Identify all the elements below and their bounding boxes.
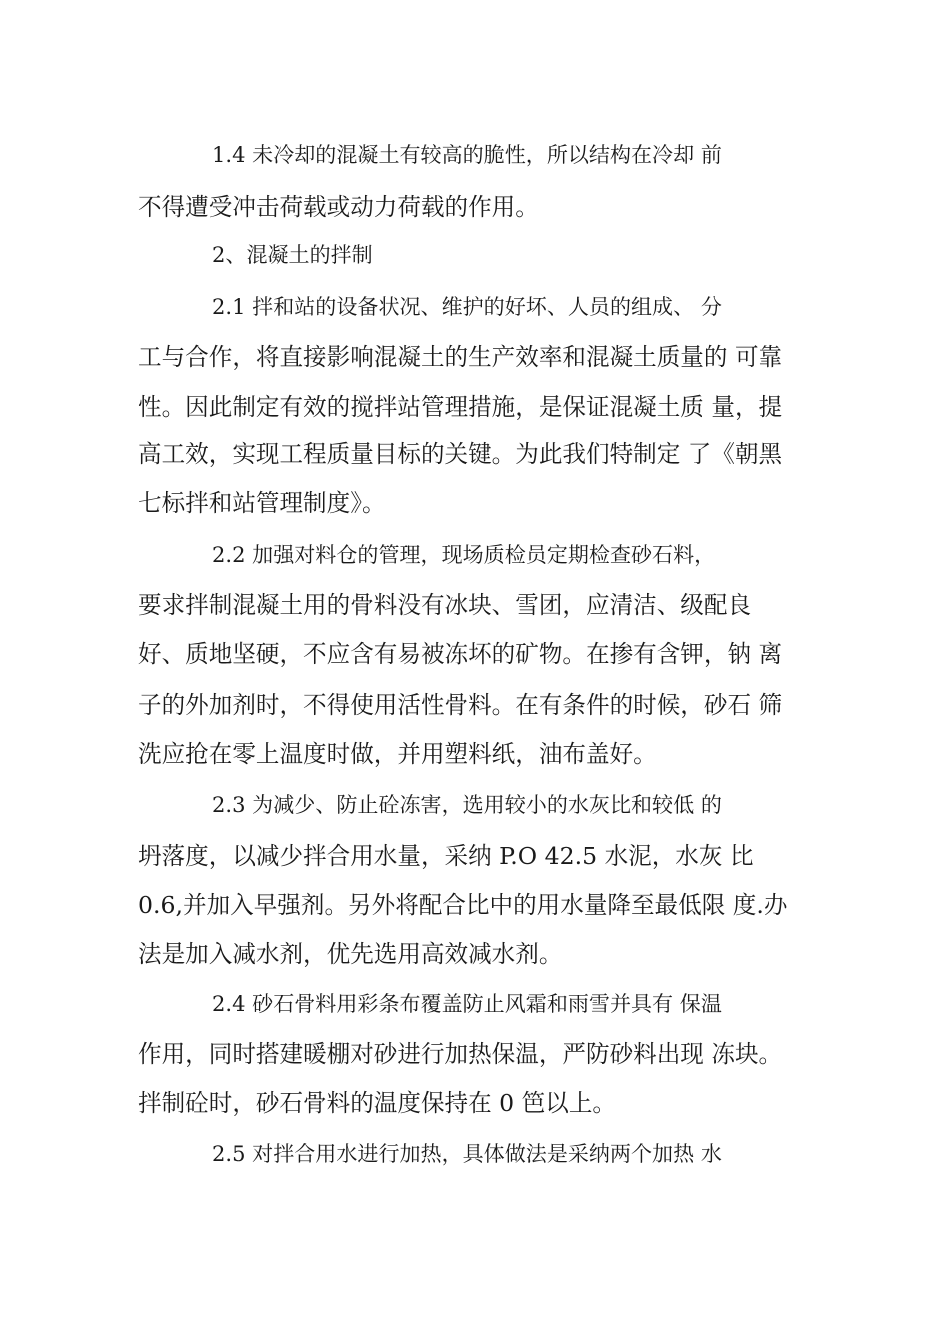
text-line: 不得遭受冲击荷载或动力荷载的作用。 [138, 193, 539, 221]
text-line: 七标拌和站管理制度》。 [138, 489, 386, 517]
text-line: 1.4 未冷却的混凝土有较高的脆性，所以结构在冷却 前 [212, 142, 722, 167]
text-line: 2.3 为减少、防止砼冻害，选用较小的水灰比和较低 的 [212, 792, 722, 817]
text-line: 子的外加剂时，不得使用活性骨料。在有条件的时候，砂石 筛 [138, 691, 783, 719]
text-line: 洗应抢在零上温度时做，并用塑料纸，油布盖好。 [138, 740, 657, 768]
text-line: 性。因此制定有效的搅拌站管理措施，是保证混凝土质 量，提 [138, 393, 783, 421]
section-heading: 2、混凝土的拌制 [212, 242, 373, 267]
text-line: 0.6,并加入早强剂。另外将配合比中的用水量降至最低限 度.办 [138, 891, 788, 919]
text-line: 好、质地坚硬，不应含有易被冻坏的矿物。在掺有含钾，钠 离 [138, 640, 783, 668]
text-line: 拌制砼时，砂石骨料的温度保持在 0 笆以上。 [138, 1089, 616, 1117]
text-line: 高工效，实现工程质量目标的关键。为此我们特制定 了《朝黑 [138, 440, 783, 468]
text-line: 2.4 砂石骨料用彩条布覆盖防止风霜和雨雪并具有 保温 [212, 991, 722, 1016]
text-line: 工与合作，将直接影响混凝土的生产效率和混凝土质量的 可靠 [138, 343, 783, 371]
text-line: 2.2 加强对料仓的管理，现场质检员定期检查砂石料， [212, 542, 716, 567]
text-line: 2.5 对拌合用水进行加热，具体做法是采纳两个加热 水 [212, 1141, 722, 1166]
text-line: 坍落度，以减少拌合用水量，采纳 P.O 42.5 水泥，水灰 比 [138, 842, 754, 870]
text-line: 2.1 拌和站的设备状况、维护的好坏、人员的组成、 分 [212, 294, 722, 319]
text-line: 法是加入减水剂，优先选用高效减水剂。 [138, 940, 563, 968]
text-line: 作用，同时搭建暖棚对砂进行加热保温，严防砂料出现 冻块。 [138, 1040, 783, 1068]
text-line: 要求拌制混凝土用的骨料没有冰块、雪团，应清洁、级配良 [138, 591, 752, 619]
